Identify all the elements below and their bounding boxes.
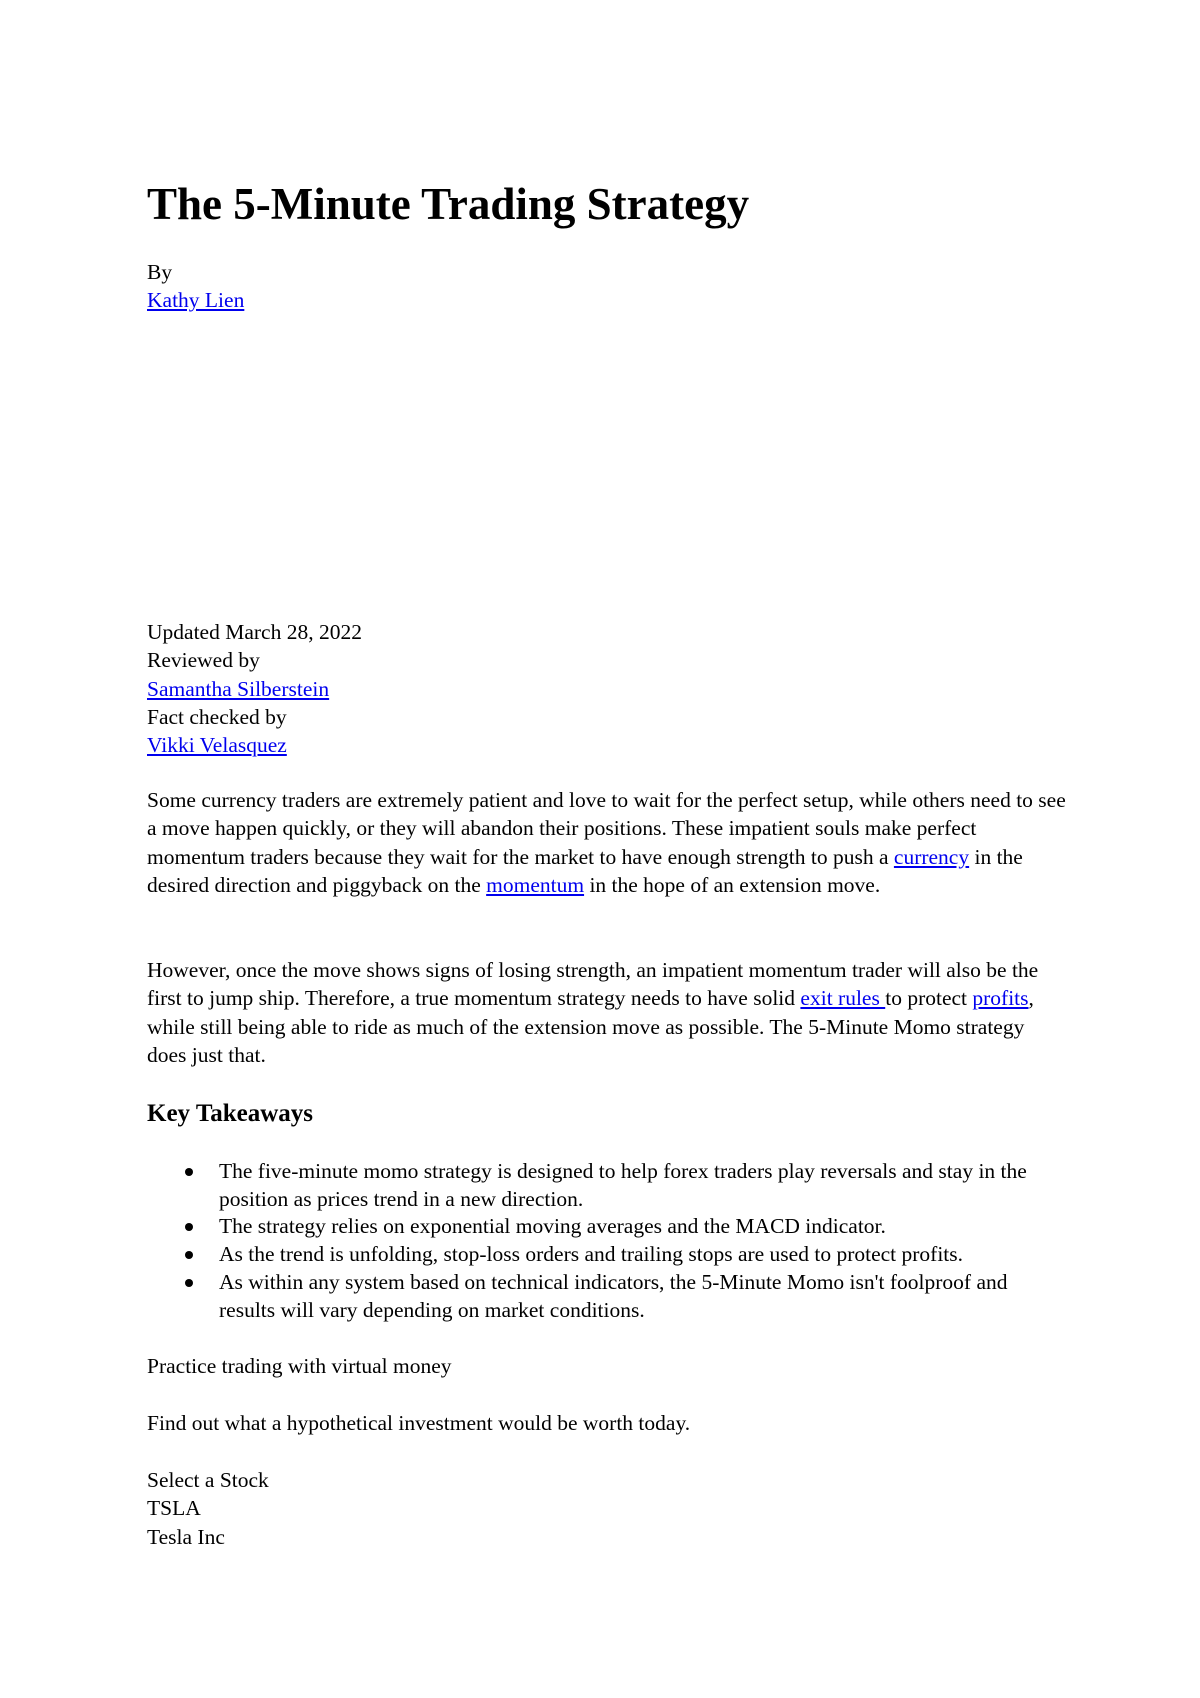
intro-paragraph (147, 786, 1067, 899)
stock-selector[interactable] (147, 1466, 269, 1551)
second-text-1: However, once the move shows signs of losing strength, an impatient momentum trader will also be the first to jump ship. Therefore, a true momentum strategy needs to have solid (147, 958, 1039, 1011)
intro-text-1: Some currency traders are extremely patient and love to wait for the perfect setup, while others need to see a move happen quickly, or they will abandon their positions. These impatient souls make perfect momentum traders because they wait for the market to have enough strength to push a (147, 788, 1066, 869)
select-stock-label: Select a Stock (147, 1468, 269, 1492)
fact-checker-link[interactable]: Vikki Velasquez (147, 733, 287, 758)
article-title: The 5-Minute Trading Strategy (147, 179, 750, 229)
list-item-text: As within any system based on technical indicators, the 5-Minute Momo isn't foolproof and results will vary depending on market conditions. (219, 1269, 1008, 1322)
bullet-icon (185, 1251, 193, 1259)
author-link[interactable]: Kathy Lien (147, 288, 245, 312)
intro-text-2: in the desired direction and piggyback on the (147, 844, 1023, 897)
practice-trading-text: Practice trading with virtual money (147, 1354, 452, 1378)
investment-calculator-text: Find out what a hypothetical investment would be worth today. (147, 1411, 691, 1435)
stock-company-name: Tesla Inc (147, 1524, 225, 1549)
bullet-icon (185, 1279, 193, 1287)
list-item-text: The five-minute momo strategy is designed to help forex traders play reversals and stay in the position as prices trend in a new direction. (219, 1159, 1027, 1211)
list-item-text: The strategy relies on exponential moving averages and the MACD indicator. (219, 1214, 886, 1239)
bullet-icon (185, 1223, 193, 1231)
list-item (219, 1213, 1067, 1241)
stock-ticker[interactable]: TSLA (147, 1496, 201, 1521)
reviewed-by-label: Reviewed by (147, 648, 260, 673)
updated-date: Updated March 28, 2022 (147, 620, 362, 644)
reviewer-link[interactable]: Samantha Silberstein (147, 676, 330, 701)
article-meta (147, 618, 362, 759)
profits-link[interactable]: profits (972, 986, 1029, 1011)
momentum-link[interactable]: momentum (486, 872, 585, 897)
list-item-text: As the trend is unfolding, stop-loss orders and trailing stops are used to protect profits. (219, 1242, 964, 1267)
fact-checked-label: Fact checked by (147, 704, 287, 729)
exit-rules-link[interactable]: exit rules (800, 986, 886, 1011)
second-text-3: , while still being able to ride as much of the extension move as possible. The 5-Minute Momo strategy does just that. (147, 986, 1034, 1067)
currency-link[interactable]: currency (893, 844, 970, 869)
key-takeaways-heading: Key Takeaways (147, 1100, 314, 1127)
list-item (219, 1241, 1067, 1269)
list-item (219, 1158, 1067, 1213)
list-item (219, 1269, 1067, 1324)
byline (147, 258, 244, 314)
by-label: By (147, 260, 173, 284)
bullet-icon (185, 1168, 193, 1176)
second-text-2: to protect (885, 986, 973, 1011)
intro-text-3: in the hope of an extension move. (584, 872, 881, 897)
second-paragraph (147, 956, 1067, 1069)
key-takeaways-list (147, 1158, 1067, 1324)
